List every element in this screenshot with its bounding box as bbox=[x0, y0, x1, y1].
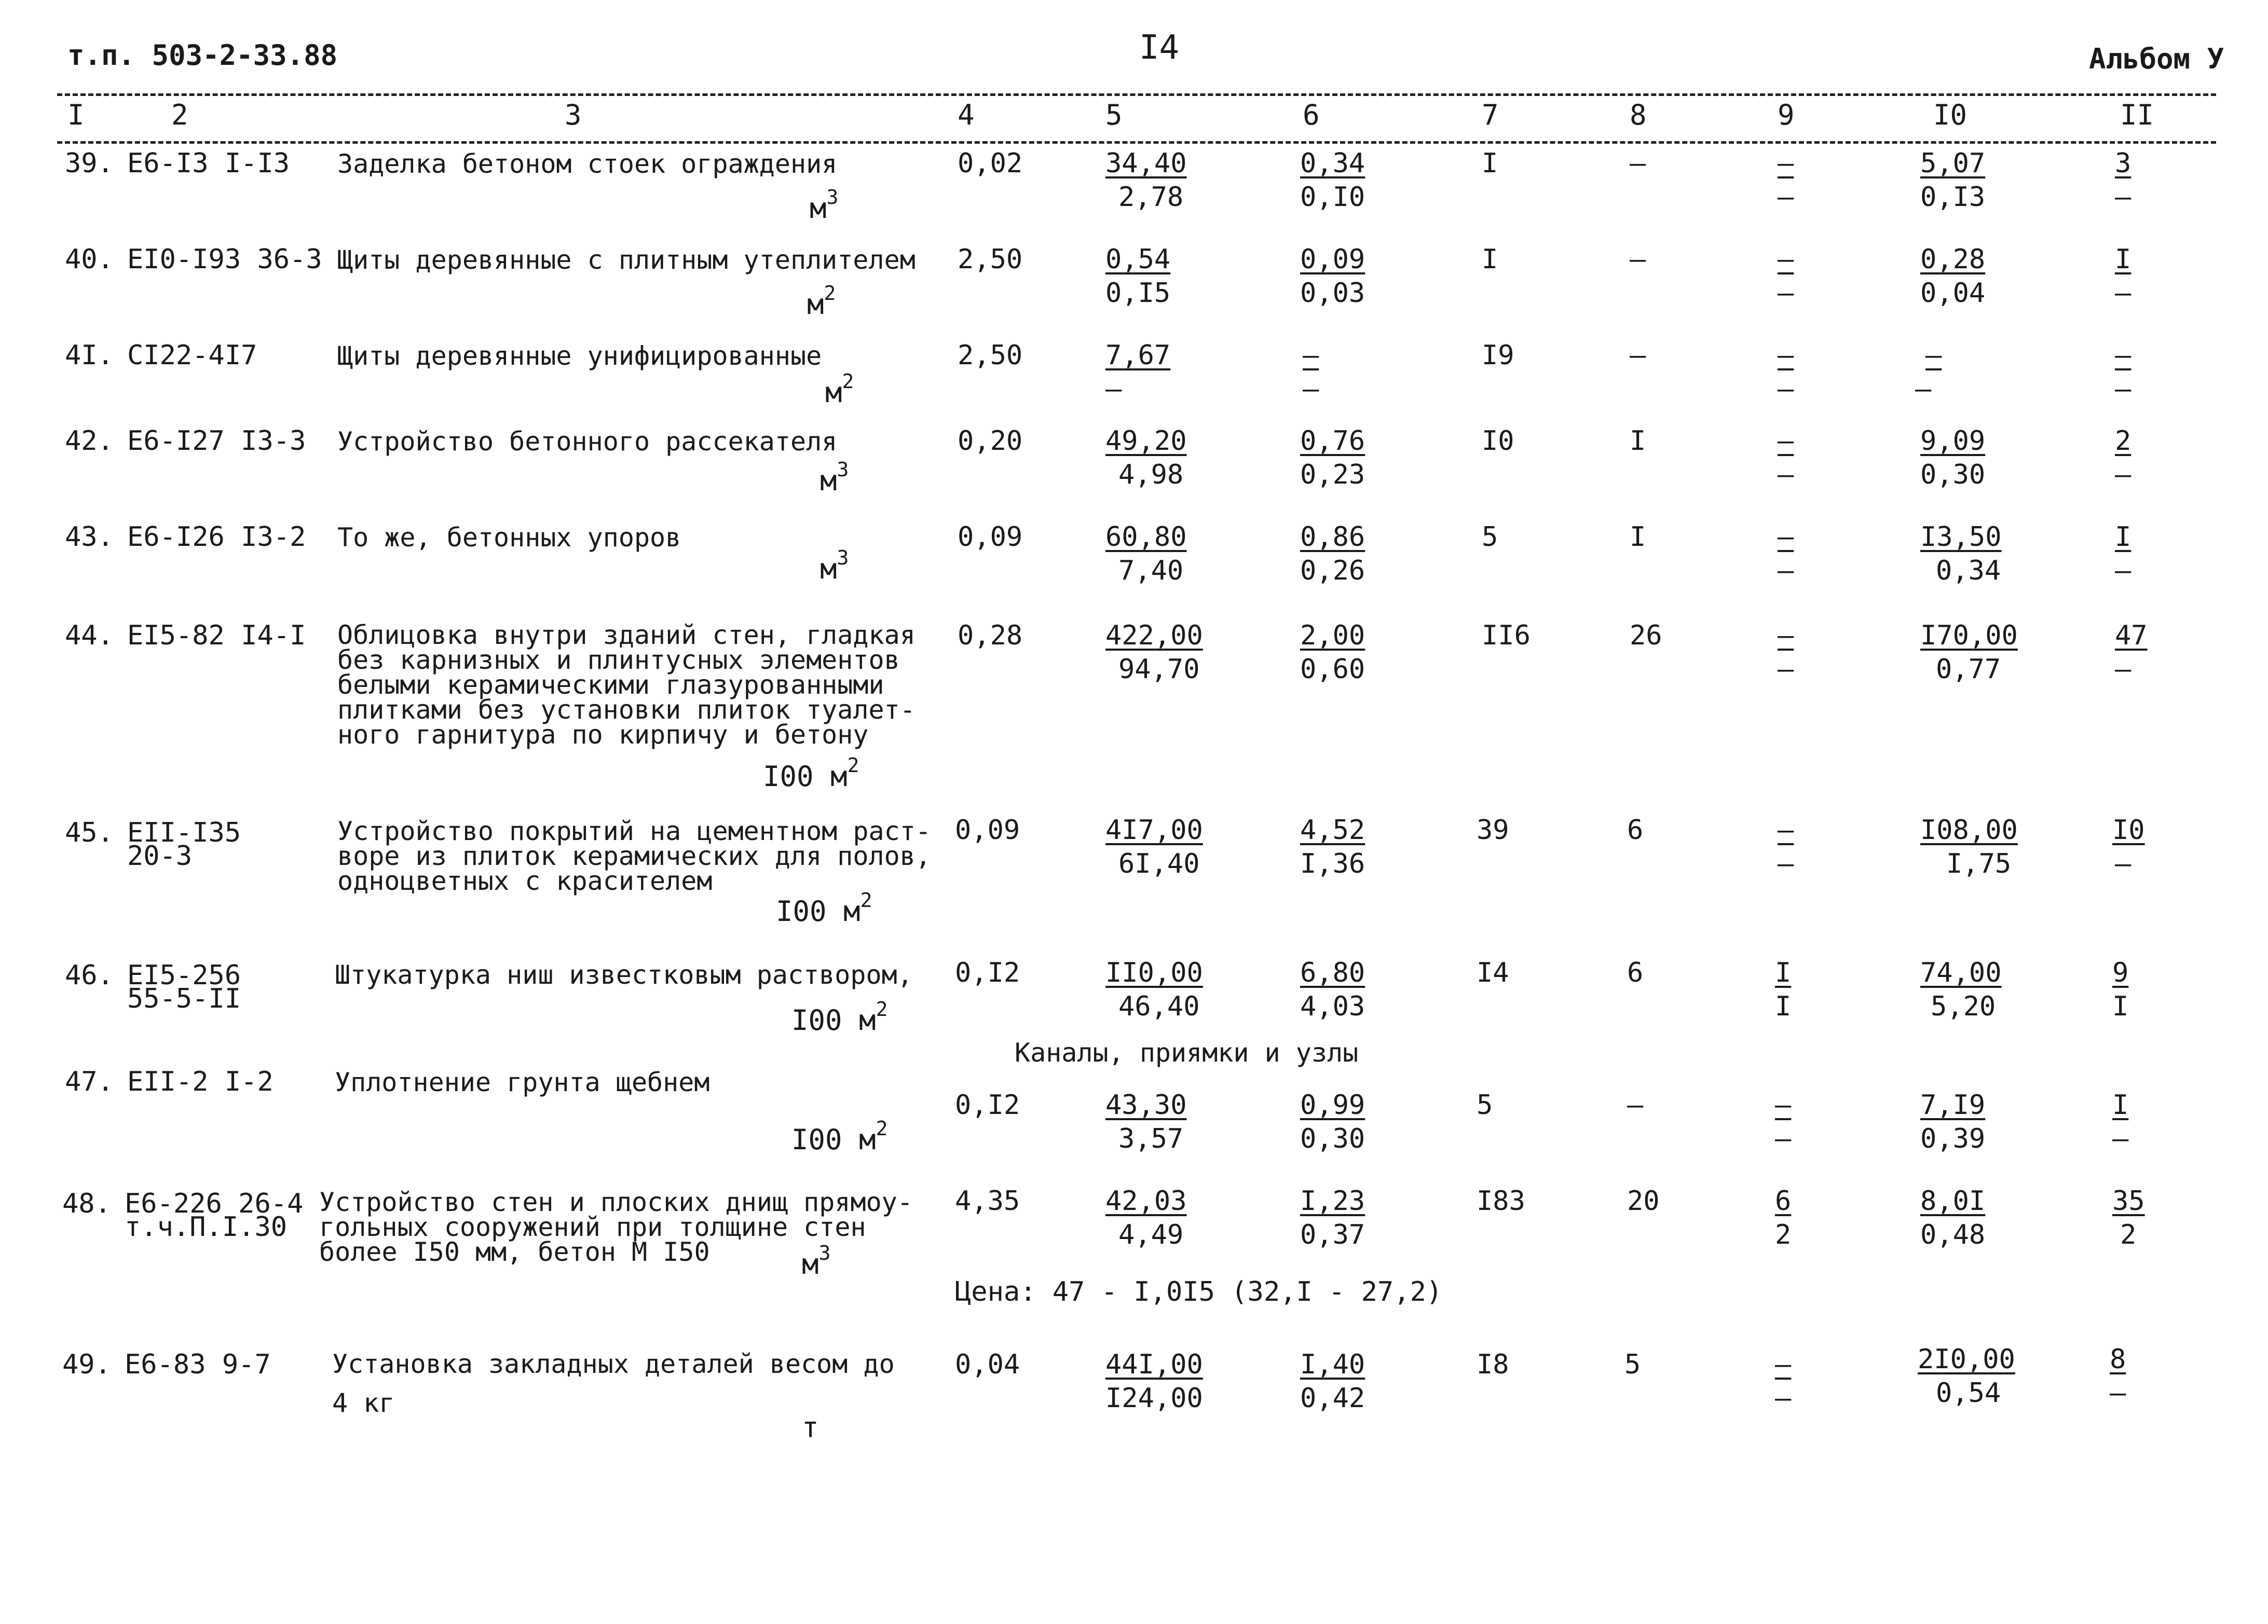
col7-value: 39 bbox=[1477, 815, 1509, 846]
col10-top: 0,28 bbox=[1920, 244, 1986, 275]
col6-top: 0,09 bbox=[1300, 244, 1365, 275]
col5-top: 34,40 bbox=[1105, 148, 1187, 179]
row-number: 44. bbox=[65, 620, 114, 651]
col-header-8: 8 bbox=[1630, 99, 1647, 131]
row-code: Е6-I26 I3-2 bbox=[127, 521, 306, 553]
col6-top: I,40 bbox=[1300, 1349, 1365, 1380]
section-heading: Каналы, приямки и узлы bbox=[1015, 1038, 1359, 1068]
col5-top: 4I7,00 bbox=[1105, 815, 1203, 846]
col10-top: 2I0,00 bbox=[1918, 1344, 2015, 1375]
col10-top: 7,I9 bbox=[1920, 1090, 1986, 1121]
col5-top: 49,20 bbox=[1105, 425, 1187, 457]
row-description: Щиты деревянные с плитным утеплителем bbox=[337, 245, 916, 275]
col11-bottom: – bbox=[2115, 278, 2132, 309]
col9-top: – bbox=[1775, 1090, 1792, 1121]
col4-value: 2,50 bbox=[958, 340, 1023, 371]
col6-bottom: – bbox=[1303, 374, 1319, 405]
col9-bottom: – bbox=[1778, 459, 1794, 490]
row-description-line: ного гарнитура по кирпичу и бетону bbox=[337, 720, 869, 750]
col9-top: – bbox=[1778, 815, 1794, 846]
col6-bottom: 0,37 bbox=[1300, 1219, 1365, 1250]
col6-top: 2,00 bbox=[1300, 620, 1365, 651]
col6-bottom: 0,23 bbox=[1300, 459, 1365, 490]
col9-bottom: – bbox=[1778, 182, 1794, 213]
col4-value: 4,35 bbox=[955, 1186, 1020, 1217]
col7-value: I bbox=[1482, 244, 1498, 275]
col-header-6: 6 bbox=[1303, 99, 1320, 131]
row-number: 39. bbox=[65, 148, 114, 179]
col5-bottom: 0,I5 bbox=[1105, 278, 1171, 309]
col-header-11: II bbox=[2120, 99, 2154, 131]
row-code-line2: 55-5-II bbox=[127, 983, 241, 1014]
col-header-2: 2 bbox=[171, 99, 188, 131]
col10-top: I70,00 bbox=[1920, 620, 2018, 651]
row-code: ЕI5-256 bbox=[127, 960, 241, 991]
col6-top: 0,99 bbox=[1300, 1090, 1365, 1121]
col10-bottom: 0,77 bbox=[1936, 654, 2001, 685]
col4-value: 2,50 bbox=[958, 244, 1023, 275]
col5-top: 60,80 bbox=[1105, 521, 1187, 553]
row-unit: $м^3$ bbox=[820, 458, 849, 497]
col9-bottom: 2 bbox=[1775, 1219, 1792, 1250]
col5-bottom: 46,40 bbox=[1118, 991, 1200, 1022]
col10-top: 8,0I bbox=[1920, 1186, 1986, 1217]
row-description-line: Устройство стен и плоских днищ прямоу- bbox=[319, 1187, 913, 1217]
row-number: 45. bbox=[65, 817, 114, 848]
row-unit: $м^2$ bbox=[825, 370, 854, 409]
row-number: 42. bbox=[65, 425, 114, 457]
col8-value: – bbox=[1630, 148, 1646, 179]
col7-value: 5 bbox=[1477, 1090, 1493, 1121]
header-bottom-rule bbox=[57, 141, 2216, 144]
row-description: Щиты деревянные унифицированные bbox=[337, 341, 822, 371]
row-description: То же, бетонных упоров bbox=[337, 522, 681, 553]
row-description-line: 4 кг bbox=[332, 1388, 395, 1418]
col10-top: – bbox=[1925, 340, 1942, 371]
col6-top: 0,86 bbox=[1300, 521, 1365, 553]
row-number: 49. bbox=[62, 1349, 111, 1380]
col-header-3: 3 bbox=[565, 99, 582, 131]
col5-bottom: 4,49 bbox=[1118, 1219, 1184, 1250]
col4-value: 0,02 bbox=[958, 148, 1023, 179]
col6-top: – bbox=[1303, 340, 1319, 371]
col6-bottom: 0,30 bbox=[1300, 1123, 1365, 1154]
col10-top: 74,00 bbox=[1920, 957, 2002, 988]
col7-value: I8 bbox=[1477, 1349, 1509, 1380]
col9-top: I bbox=[1775, 957, 1792, 988]
col11-bottom: – bbox=[2115, 848, 2132, 879]
col10-bottom: 0,34 bbox=[1936, 555, 2001, 586]
col10-bottom: 0,04 bbox=[1920, 278, 1986, 309]
row-description-line: Устройство покрытий на цементном раст- bbox=[337, 816, 931, 846]
row-code: Е6-I27 I3-3 bbox=[127, 425, 306, 457]
col-header-4: 4 bbox=[958, 99, 975, 131]
row-unit: I00 $м^2$ bbox=[791, 1117, 888, 1156]
col7-value: I0 bbox=[1482, 425, 1514, 457]
col9-top: 6 bbox=[1775, 1186, 1792, 1217]
col9-top: – bbox=[1778, 620, 1794, 651]
col5-bottom: I24,00 bbox=[1105, 1383, 1203, 1414]
col10-top: I08,00 bbox=[1920, 815, 2018, 846]
col6-top: 6,80 bbox=[1300, 957, 1365, 988]
col6-top: 4,52 bbox=[1300, 815, 1365, 846]
col11-top: I bbox=[2112, 1090, 2129, 1121]
row-description-line: без карнизных и плинтусных элементов bbox=[337, 645, 900, 675]
row-description-line: плитками без установки плиток туалет- bbox=[337, 695, 916, 725]
col-header-7: 7 bbox=[1482, 99, 1499, 131]
col6-bottom: 0,60 bbox=[1300, 654, 1365, 685]
col9-bottom: – bbox=[1778, 374, 1794, 405]
col-header-1: I bbox=[67, 99, 85, 131]
col-header-9: 9 bbox=[1778, 99, 1795, 131]
col6-top: 0,76 bbox=[1300, 425, 1365, 457]
row-description-line: одноцветных с красителем bbox=[337, 866, 713, 896]
col11-top: 3 bbox=[2115, 148, 2132, 179]
col6-top: I,23 bbox=[1300, 1186, 1365, 1217]
col6-bottom: I,36 bbox=[1300, 848, 1365, 879]
col11-top: 2 bbox=[2115, 425, 2132, 457]
col11-top: I0 bbox=[2112, 815, 2145, 846]
col9-bottom: – bbox=[1778, 555, 1794, 586]
col5-top: 422,00 bbox=[1105, 620, 1203, 651]
col10-bottom: 5,20 bbox=[1931, 991, 1996, 1022]
row-code: ЕI0-I93 36-3 bbox=[127, 244, 322, 275]
col5-bottom: – bbox=[1105, 374, 1122, 405]
row-unit: т bbox=[802, 1411, 819, 1444]
page-number: I4 bbox=[1139, 29, 1180, 67]
col8-value: – bbox=[1630, 244, 1646, 275]
col6-bottom: 0,I0 bbox=[1300, 182, 1365, 213]
row-unit: I00 $м^2$ bbox=[763, 754, 859, 793]
col9-top: – bbox=[1778, 340, 1794, 371]
col9-bottom: I bbox=[1775, 991, 1792, 1022]
row-code: Е6-I3 I-I3 bbox=[127, 148, 290, 179]
col8-value: 6 bbox=[1627, 957, 1644, 988]
row-unit: I00 $м^2$ bbox=[791, 998, 888, 1037]
row-number: 48. bbox=[62, 1188, 111, 1219]
col6-bottom: 0,26 bbox=[1300, 555, 1365, 586]
row-description-line: Установка закладных деталей весом до bbox=[332, 1349, 895, 1379]
row-unit: $м^3$ bbox=[802, 1242, 831, 1281]
col5-top: 43,30 bbox=[1105, 1090, 1187, 1121]
col5-top: 44I,00 bbox=[1105, 1349, 1203, 1380]
col11-top: 35 bbox=[2112, 1186, 2145, 1217]
col10-bottom: I,75 bbox=[1946, 848, 2012, 879]
col10-bottom: 0,48 bbox=[1920, 1219, 1986, 1250]
col6-bottom: 4,03 bbox=[1300, 991, 1365, 1022]
row-code: ЕII-2 I-2 bbox=[127, 1066, 274, 1097]
row-code: ЕI5-82 I4-I bbox=[127, 620, 306, 651]
header-top-rule bbox=[57, 93, 2216, 96]
col-header-5: 5 bbox=[1105, 99, 1123, 131]
col11-top: I bbox=[2115, 244, 2132, 275]
col9-top: – bbox=[1778, 425, 1794, 457]
col9-top: – bbox=[1778, 244, 1794, 275]
col10-bottom: 0,I3 bbox=[1920, 182, 1986, 213]
row-description: Уплотнение грунта щебнем bbox=[335, 1067, 710, 1097]
col9-top: – bbox=[1778, 521, 1794, 553]
col4-value: 0,09 bbox=[958, 521, 1023, 553]
col11-bottom: – bbox=[2115, 654, 2132, 685]
col7-value: I bbox=[1482, 148, 1498, 179]
col11-bottom: I bbox=[2112, 991, 2129, 1022]
col11-bottom: – bbox=[2112, 1123, 2129, 1154]
col4-value: 0,28 bbox=[958, 620, 1023, 651]
row-description-line: гольных сооружений при толщине стен bbox=[319, 1212, 866, 1242]
col11-top: 9 bbox=[2112, 957, 2129, 988]
col9-bottom: – bbox=[1775, 1383, 1792, 1414]
col6-bottom: 0,03 bbox=[1300, 278, 1365, 309]
col8-value: – bbox=[1627, 1090, 1644, 1121]
row-unit: $м^2$ bbox=[807, 282, 836, 321]
row-number: 43. bbox=[65, 521, 114, 553]
col6-top: 0,34 bbox=[1300, 148, 1365, 179]
col8-value: 26 bbox=[1630, 620, 1662, 651]
col11-bottom: – bbox=[2115, 182, 2132, 213]
row-unit: $м^3$ bbox=[820, 546, 849, 585]
row-description: Заделка бетоном стоек ограждения bbox=[337, 149, 838, 179]
col10-top: 9,09 bbox=[1920, 425, 1986, 457]
row-description-line: воре из плиток керамических для полов, bbox=[337, 841, 931, 871]
row-description: Устройство бетонного рассекателя bbox=[337, 426, 838, 457]
col11-top: – bbox=[2115, 340, 2132, 371]
row-unit: $м^3$ bbox=[810, 186, 839, 225]
col-header-10: I0 bbox=[1933, 99, 1968, 131]
document-code: т.п. 503-2-33.88 bbox=[67, 39, 338, 72]
price-note: Цена: 47 - I,0I5 (32,I - 27,2) bbox=[955, 1276, 1443, 1308]
col5-bottom: 7,40 bbox=[1118, 555, 1184, 586]
col7-value: 5 bbox=[1482, 521, 1498, 553]
col5-bottom: 4,98 bbox=[1118, 459, 1184, 490]
row-code: СI22-4I7 bbox=[127, 340, 257, 371]
col4-value: 0,09 bbox=[955, 815, 1020, 846]
col5-bottom: 2,78 bbox=[1118, 182, 1184, 213]
row-number: 47. bbox=[65, 1066, 114, 1097]
col10-bottom: 0,39 bbox=[1920, 1123, 1986, 1154]
col5-top: 7,67 bbox=[1105, 340, 1171, 371]
col11-bottom: 2 bbox=[2120, 1219, 2137, 1250]
col4-value: 0,I2 bbox=[955, 957, 1020, 988]
col5-bottom: 3,57 bbox=[1118, 1123, 1184, 1154]
col7-value: I4 bbox=[1477, 957, 1509, 988]
album-label: Альбом У bbox=[2089, 43, 2224, 75]
col5-top: 42,03 bbox=[1105, 1186, 1187, 1217]
col8-value: 20 bbox=[1627, 1186, 1660, 1217]
col7-value: I9 bbox=[1482, 340, 1514, 371]
col9-top: – bbox=[1775, 1349, 1792, 1380]
col11-top: I bbox=[2115, 521, 2132, 553]
col11-bottom: – bbox=[2115, 555, 2132, 586]
col4-value: 0,I2 bbox=[955, 1090, 1020, 1121]
col7-value: II6 bbox=[1482, 620, 1531, 651]
col5-bottom: 94,70 bbox=[1118, 654, 1200, 685]
col10-bottom: 0,30 bbox=[1920, 459, 1986, 490]
col5-top: 0,54 bbox=[1105, 244, 1171, 275]
col9-top: – bbox=[1778, 148, 1794, 179]
row-code: Е6-226 26-4 bbox=[125, 1188, 304, 1219]
col9-bottom: – bbox=[1778, 848, 1794, 879]
row-description-line: более I50 мм, бетон М I50 bbox=[319, 1237, 710, 1267]
col8-value: 6 bbox=[1627, 815, 1644, 846]
row-unit: I00 $м^2$ bbox=[776, 889, 872, 928]
col8-value: 5 bbox=[1624, 1349, 1641, 1380]
col11-bottom: – bbox=[2110, 1378, 2126, 1409]
col9-bottom: – bbox=[1778, 654, 1794, 685]
col4-value: 0,20 bbox=[958, 425, 1023, 457]
row-description: Штукатурка ниш известковым раствором, bbox=[335, 960, 913, 990]
row-code-line2: 20-3 bbox=[127, 841, 193, 872]
col6-bottom: 0,42 bbox=[1300, 1383, 1365, 1414]
row-description-line: белыми керамическими глазурованными bbox=[337, 670, 884, 700]
row-number: 4I. bbox=[65, 340, 114, 371]
col8-value: I bbox=[1630, 425, 1646, 457]
col9-bottom: – bbox=[1778, 278, 1794, 309]
row-number: 40. bbox=[65, 244, 114, 275]
col5-top: II0,00 bbox=[1105, 957, 1203, 988]
col11-bottom: – bbox=[2115, 374, 2132, 405]
col4-value: 0,04 bbox=[955, 1349, 1020, 1380]
col10-bottom: 0,54 bbox=[1936, 1378, 2001, 1409]
row-code: Е6-83 9-7 bbox=[125, 1349, 271, 1380]
col8-value: I bbox=[1630, 521, 1646, 553]
col11-top: 8 bbox=[2110, 1344, 2126, 1375]
col8-value: – bbox=[1630, 340, 1646, 371]
col10-top: I3,50 bbox=[1920, 521, 2002, 553]
row-description-line: Облицовка внутри зданий стен, гладкая bbox=[337, 620, 916, 650]
row-code-line2: т.ч.П.I.30 bbox=[125, 1212, 288, 1243]
col7-value: I83 bbox=[1477, 1186, 1525, 1217]
col9-bottom: – bbox=[1775, 1123, 1792, 1154]
col10-bottom: – bbox=[1915, 374, 1932, 405]
col11-top: 47 bbox=[2115, 620, 2148, 651]
col5-bottom: 6I,40 bbox=[1118, 848, 1200, 879]
col10-top: 5,07 bbox=[1920, 148, 1986, 179]
row-number: 46. bbox=[65, 960, 114, 991]
row-code: ЕII-I35 bbox=[127, 817, 241, 848]
col11-bottom: – bbox=[2115, 459, 2132, 490]
